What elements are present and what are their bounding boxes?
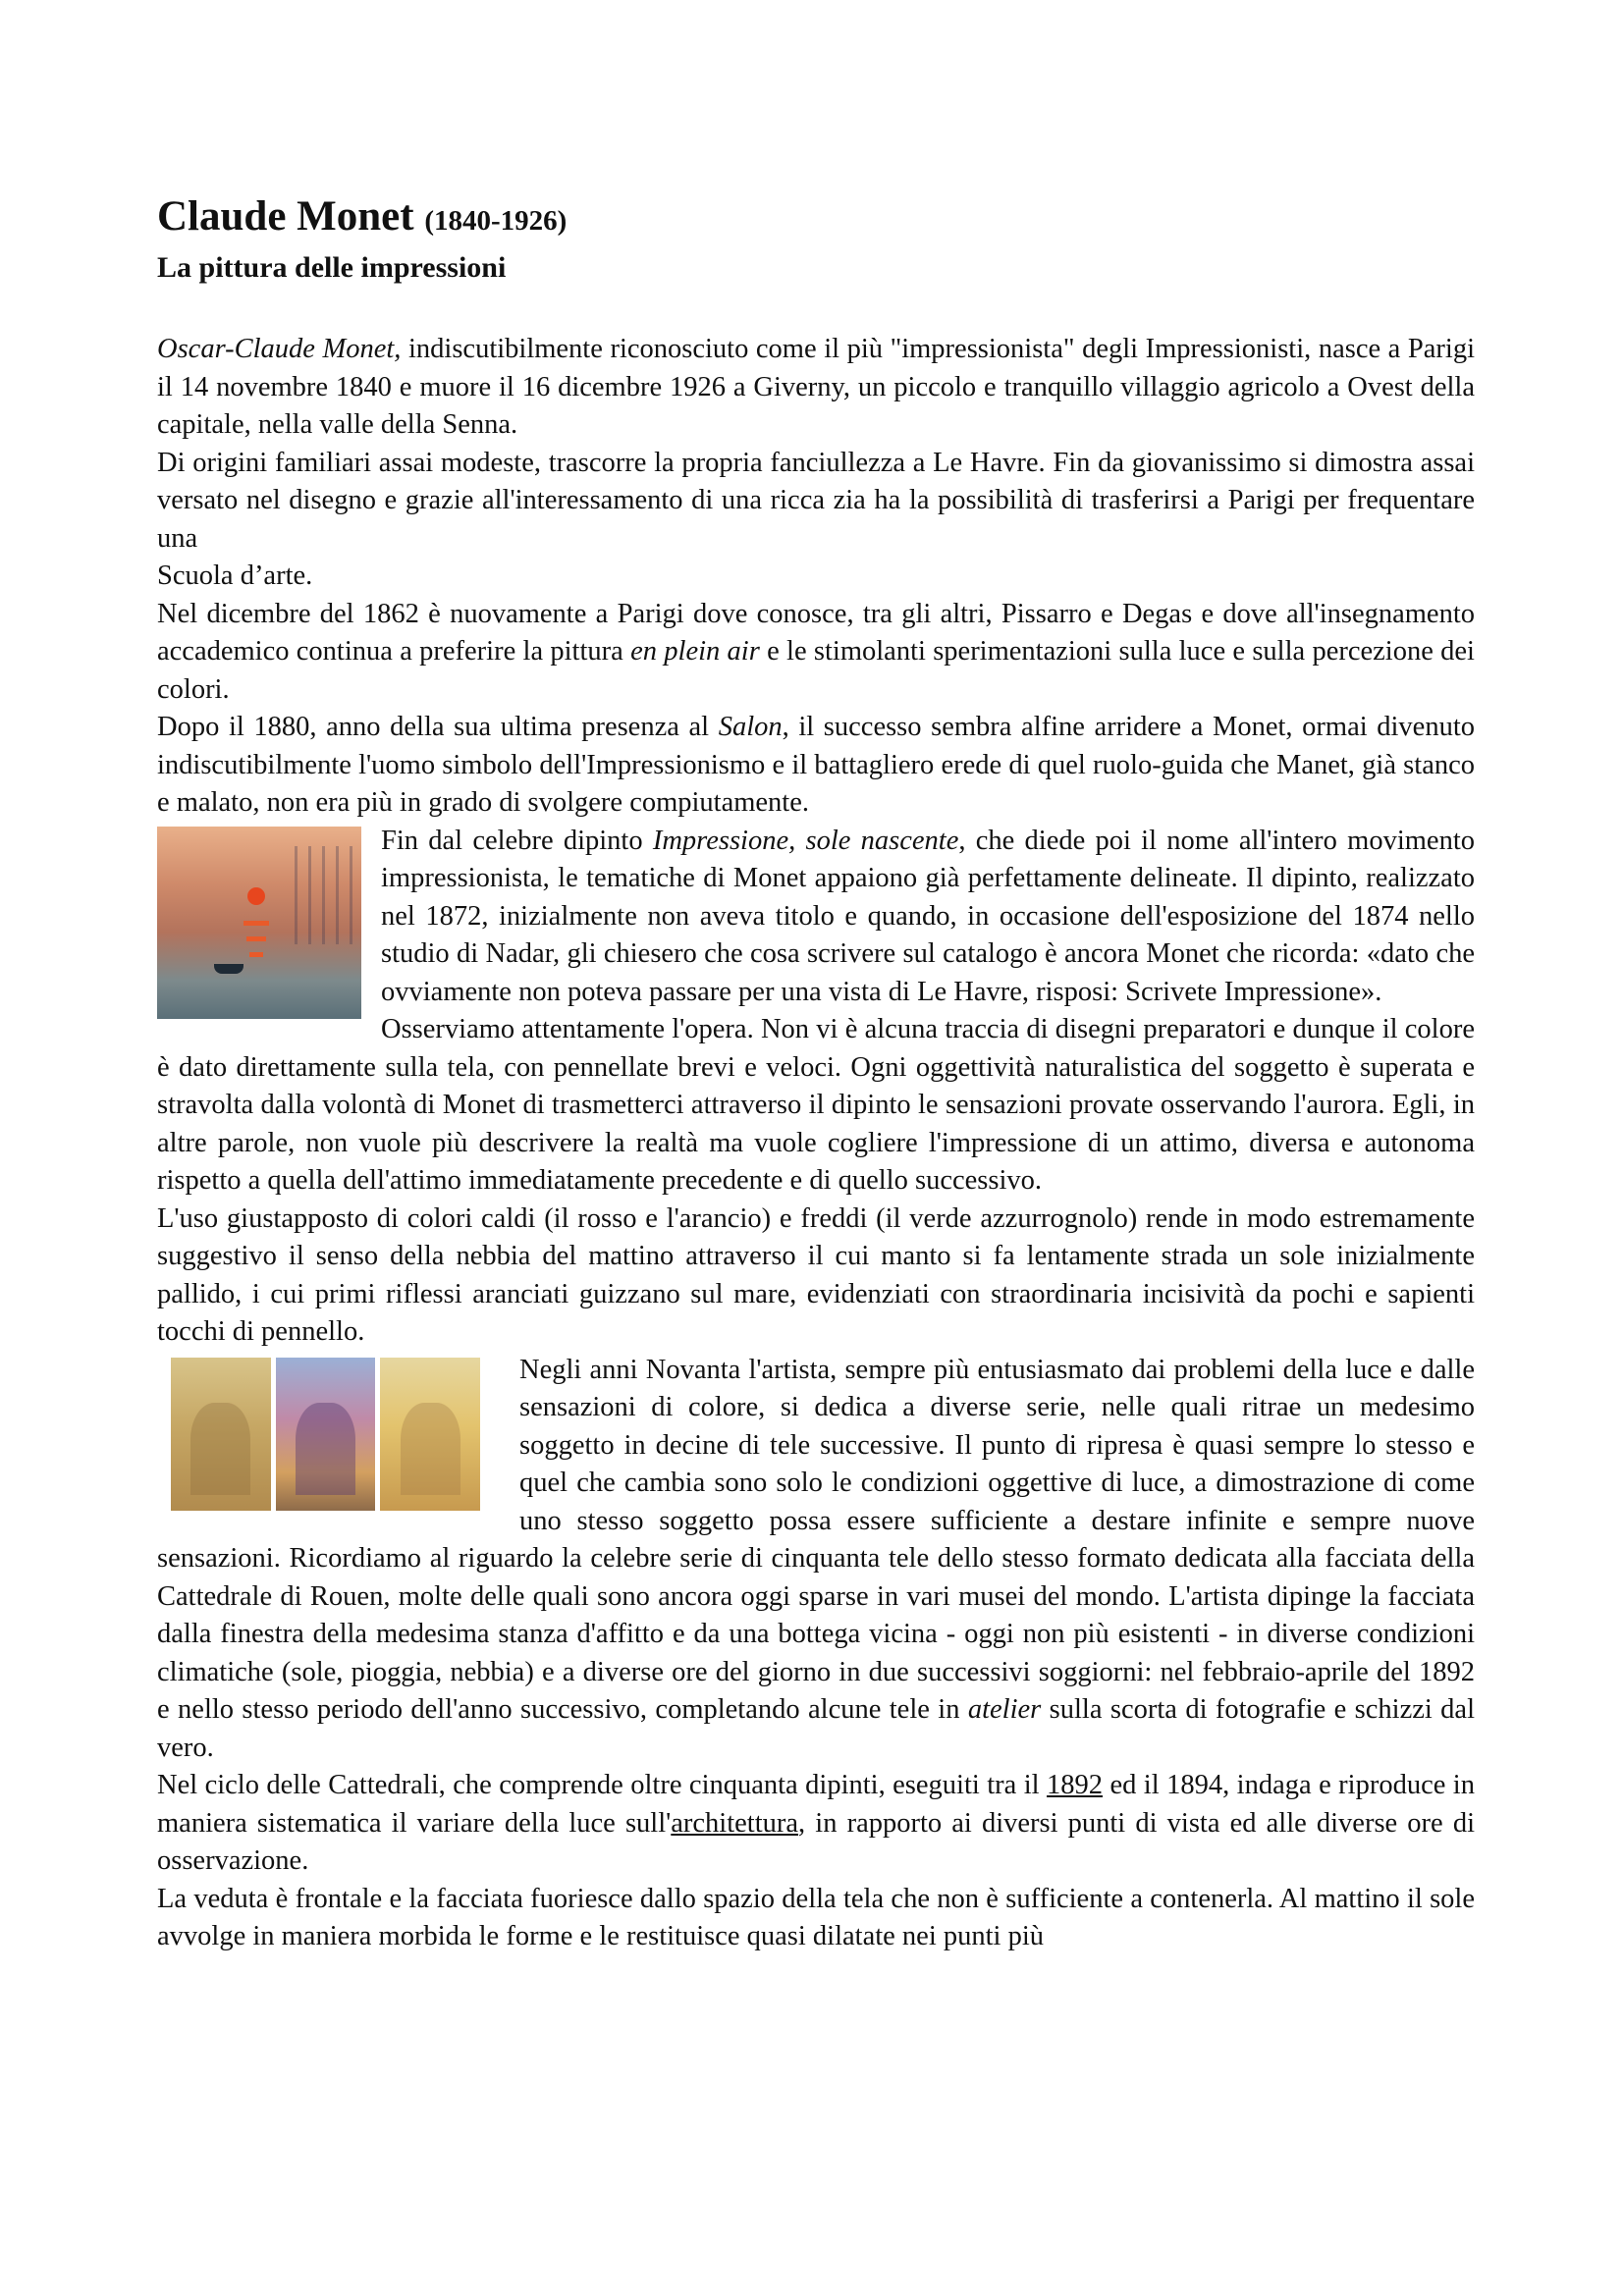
paragraph-5-emphasis: Impressione, sole nascente bbox=[652, 825, 959, 856]
cathedral-painting-2 bbox=[276, 1358, 376, 1511]
paragraph-3-text-a: Nel dicembre del 1862 è nuovamente a Parigi dove conosce, tra gli altri, Pissarro e Degas e dove all'insegnamento accademico continua a preferire la pittura bbox=[157, 598, 1475, 667]
painting-thumbnail bbox=[157, 827, 361, 1019]
paragraph-4-emphasis: Salon bbox=[718, 712, 783, 742]
impression-sunrise-image bbox=[157, 827, 361, 1019]
article-body bbox=[157, 331, 1475, 1956]
paragraph-4-text-b: , il successo sembra alfine arridere a Monet, ormai divenuto indiscutibilmente l'uomo simbolo dell'Impressionismo e il battagliero erede di quel ruolo-guida che Manet, già stanco e malato, non era più in grado di svolgere compiutamente. bbox=[157, 712, 1475, 818]
document-page bbox=[157, 191, 1475, 1956]
paragraph-8-text-a: Negli anni Novanta l'artista, sempre più entusiasmato dai problemi della luce e dalle sensazioni di colore, si dedica a diverse serie, nelle quali ritrae un medesimo soggetto in decine di tele successive. Il punto di ripresa è quasi sempre lo stesso e quel che cambia sono solo le condizioni oggettive di luce, a dimostrazione di come uno stesso soggetto possa essere sufficiente a destare infinite e sempre nuove sensazioni. Ricordiamo al riguardo la celebre serie di cinquanta tele dello stesso formato dedicata alla facciata della Cattedrale di Rouen, molte delle quali sono ancora oggi sparse in vari musei del mondo. L'artista dipinge la facciata dalla finestra della medesima stanza d'affitto e da una bottega vicina - oggi non più esistenti - in diverse condizioni climatiche (sole, pioggia, nebbia) e a diverse ore del giorno in due successivi soggiorni: nel febbraio-aprile del 1892 e nello stesso periodo dell'anno successivo, completando alcune tele in bbox=[157, 1354, 1475, 1725]
painting-boat bbox=[214, 964, 243, 974]
paragraph-4 bbox=[157, 709, 1475, 823]
paragraph-9 bbox=[157, 1767, 1475, 1881]
paragraph-4-text-a: Dopo il 1880, anno della sua ultima presenza al bbox=[157, 712, 719, 742]
cathedral-painting-1 bbox=[171, 1358, 271, 1511]
painting-sun bbox=[247, 887, 265, 905]
paragraph-5-text-a: Fin dal celebre dipinto bbox=[381, 825, 653, 856]
painting-reflection bbox=[246, 936, 266, 941]
link-1892[interactable]: 1892 bbox=[1047, 1770, 1104, 1800]
artist-full-name: Oscar-Claude Monet, bbox=[157, 334, 402, 364]
paragraph-9-text-a: Nel ciclo delle Cattedrali, che comprende oltre cinquanta dipinti, eseguiti tra il bbox=[157, 1770, 1048, 1800]
paragraph-2: Di origini familiari assai modeste, trascorre la propria fanciullezza a Le Havre. Fin da giovanissimo si dimostra assai versato nel disegno e grazie all'interessamento di una ricca zia ha la possibilità di trasferirsi a Parigi per frequentare una bbox=[157, 447, 1475, 554]
page-title bbox=[157, 191, 1475, 246]
paragraph-3-text-b: e le stimolanti sperimentazioni sulla luce e sulla percezione dei colori. bbox=[157, 636, 1475, 705]
paragraph-3 bbox=[157, 596, 1475, 710]
title-name: Claude Monet bbox=[157, 193, 414, 240]
cathedral-series-thumbnails bbox=[171, 1358, 480, 1511]
rouen-cathedral-images bbox=[171, 1358, 480, 1511]
paragraph-6: Osserviamo attentamente l'opera. Non vi è alcuna traccia di disegni preparatori e dunque il colore è dato direttamente sulla tela, con pennellate brevi e veloci. Ogni oggettività naturalistica del soggetto è superata e stravolta dalla volontà di Monet di trasmetterci attraverso il dipinto le sensazioni provate osservando l'aurora. Egli, in altre parole, non vuole più descrivere la realtà ma vuole cogliere l'impressione di un attimo, diversa e autonoma rispetto a quella dell'attimo immediatamente precedente e di quello successivo. bbox=[157, 1014, 1475, 1196]
paragraph-9-text-c: , in rapporto ai diversi punti di vista ed alle diverse ore di osservazione. bbox=[157, 1807, 1475, 1876]
paragraph-9-text-b: ed il 1894, indaga e riproduce in maniera sistematica il variare della luce sull' bbox=[157, 1770, 1475, 1839]
paragraph-8-text-b: sulla scorta di fotografie e schizzi dal vero. bbox=[157, 1694, 1475, 1763]
title-years: (1840-1926) bbox=[424, 205, 568, 237]
paragraph-3-emphasis: en plein air bbox=[630, 636, 760, 667]
paragraph-2-cont: Scuola d’arte. bbox=[157, 561, 313, 591]
paragraph-7: L'uso giustapposto di colori caldi (il rosso e l'arancio) e freddi (il verde azzurrognolo) rende in modo estremamente suggestivo il senso della nebbia del mattino attraverso il cui manto si fa lentamente strada un sole inizialmente pallido, i cui primi riflessi aranciati guizzano sul mare, evidenziati con straordinaria incisività da pochi e sapienti tocchi di pennello. bbox=[157, 1202, 1475, 1347]
painting-reflection bbox=[249, 952, 263, 957]
paragraph-1-text: indiscutibilmente riconosciuto come il più "impressionista" degli Impressionisti, nasce a Parigi il 14 novembre 1840 e muore il 16 dicembre 1926 a Giverny, un piccolo e tranquillo villaggio agricolo a Ovest della capitale, nella valle della Senna. bbox=[157, 334, 1475, 440]
painting-cranes bbox=[295, 846, 353, 944]
paragraph-8-emphasis: atelier bbox=[967, 1694, 1042, 1725]
paragraph-10: La veduta è frontale e la facciata fuoriesce dallo spazio della tela che non è sufficiente a contenerla. Al mattino il sole avvolge in maniera morbida le forme e le restituisce quasi dilatate nei punti più bbox=[157, 1883, 1475, 1951]
link-architettura[interactable]: architettura bbox=[671, 1807, 799, 1839]
painting-reflection bbox=[243, 921, 269, 926]
cathedral-painting-3 bbox=[380, 1358, 480, 1511]
page-subtitle: La pittura delle impressioni bbox=[157, 251, 507, 284]
paragraph-1 bbox=[157, 331, 1475, 445]
paragraph-5-text-b: , che diede poi il nome all'intero movimento impressionista, le tematiche di Monet appaiono già perfettamente delineate. Il dipinto, realizzato nel 1872, inizialmente non aveva titolo e quando, in occasione dell'esposizione del 1874 nello studio di Nadar, gli chiesero che cosa scrivere sul catalogo è ancora Monet che ricorda: «dato che ovviamente non poteva passare per una vista di Le Havre, risposi: Scrivete Impressione». bbox=[381, 825, 1475, 1007]
